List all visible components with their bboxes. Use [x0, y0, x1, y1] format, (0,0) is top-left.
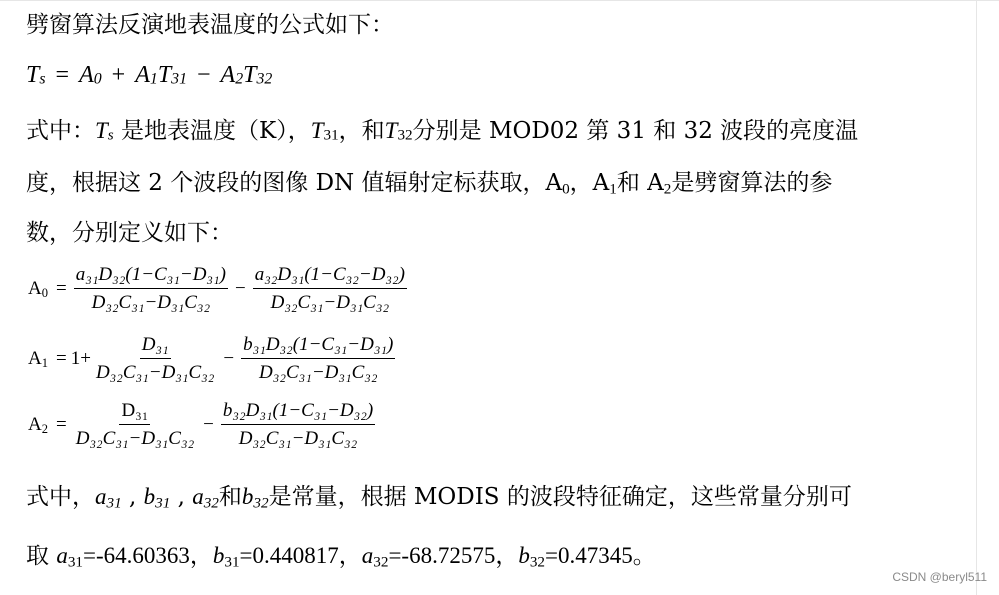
right-border — [976, 0, 977, 595]
fraction: $\frac{\text{a₃₂D₃₁(1−C₃₂−D₃₂)}}{\text{D₃₂C₃₁−D₃₁C₃₂}}$ — [254, 264, 405, 313]
fraction: $\frac{\text{b₃₁D₃₂(1−C₃₁−D₃₁)}}{\text{D₃₂C₃₁−D₃₁C₃₂}}$ — [243, 334, 394, 383]
formula-a0: $A_0$ = $\frac{\text{a₃₁D₃₂(1−C₃₁−D₃₁)}}{\text{D₃₂C₃₁−D₃₁C₃₂}}$ − $\frac{\text{a₃₂D₃₁(1−C₃₂−D₃₂)}}{\text{D₃₂C₃₁−D₃₁C₃₂}}$ — [28, 264, 405, 313]
intro-text: 劈窗算法反演地表温度的公式如下： — [26, 12, 394, 38]
paragraph-1-line-2: 度，根据这 2 个波段的图像 DN 值辐射定标获取，$A_0$，$A_1$和 $A_2$是劈窗算法的参 — [26, 170, 833, 198]
main-formula: Ts = A0 + A1T31 − A2T32 — [26, 62, 273, 88]
formula-a1: $A_1$ = 1+ $\frac{\text{D₃₁}}{\text{D₃₂C₃₁−D₃₁C₃₂}}$ − $\frac{\text{b₃₁D₃₂(1−C₃₁−D₃₁)}}{\text{D₃₂C₃₁−D₃₁C₃₂}}$ — [28, 334, 394, 383]
equals-sign: = — [55, 62, 70, 88]
formula-a2: $A_2$ = $\frac{\text{D₃₁}}{\text{D₃₂C₃₁−D₃₁C₃₂}}$ − $\frac{\text{b₃₂D₃₁(1−C₃₁−D₃₂)}}{\text{D₃₂C₃₁−D₃₁C₃₂}}$ — [28, 400, 374, 449]
paragraph-1-line-3: 数，分别定义如下： — [26, 220, 233, 246]
paragraph-3: 取 $a_{31}=-64.60363$，$b_{31}=0.440817$，$a_{32}=-68.72575$，$b_{32}=0.47345$。 — [26, 543, 656, 571]
paragraph-1-line-1: 式中：Ts 是地表温度（K），T31，和T32分别是 MOD02 第 31 和 32 波段的亮度温 — [26, 118, 859, 144]
ts-symbol: T — [26, 62, 40, 88]
fraction: $\frac{\text{b₃₂D₃₁(1−C₃₁−D₃₂)}}{\text{D₃₂C₃₁−D₃₁C₃₂}}$ — [222, 400, 374, 449]
watermark: CSDN @beryl511 — [892, 570, 987, 584]
fraction: $\frac{\text{D₃₁}}{\text{D₃₂C₃₁−D₃₁C₃₂}}$ — [75, 400, 195, 449]
fraction: $\frac{\text{a₃₁D₃₂(1−C₃₁−D₃₁)}}{\text{D₃₂C₃₁−D₃₁C₃₂}}$ — [75, 264, 226, 313]
top-border — [0, 0, 999, 1]
fraction: $\frac{\text{D₃₁}}{\text{D₃₂C₃₁−D₃₁C₃₂}}$ — [95, 334, 215, 383]
paragraph-2: 式中，$a_{31}$ , $b_{31}$ , $a_{32}$和$b_{32}$是常量，根据 MODIS 的波段特征确定，这些常量分别可 — [26, 484, 852, 512]
